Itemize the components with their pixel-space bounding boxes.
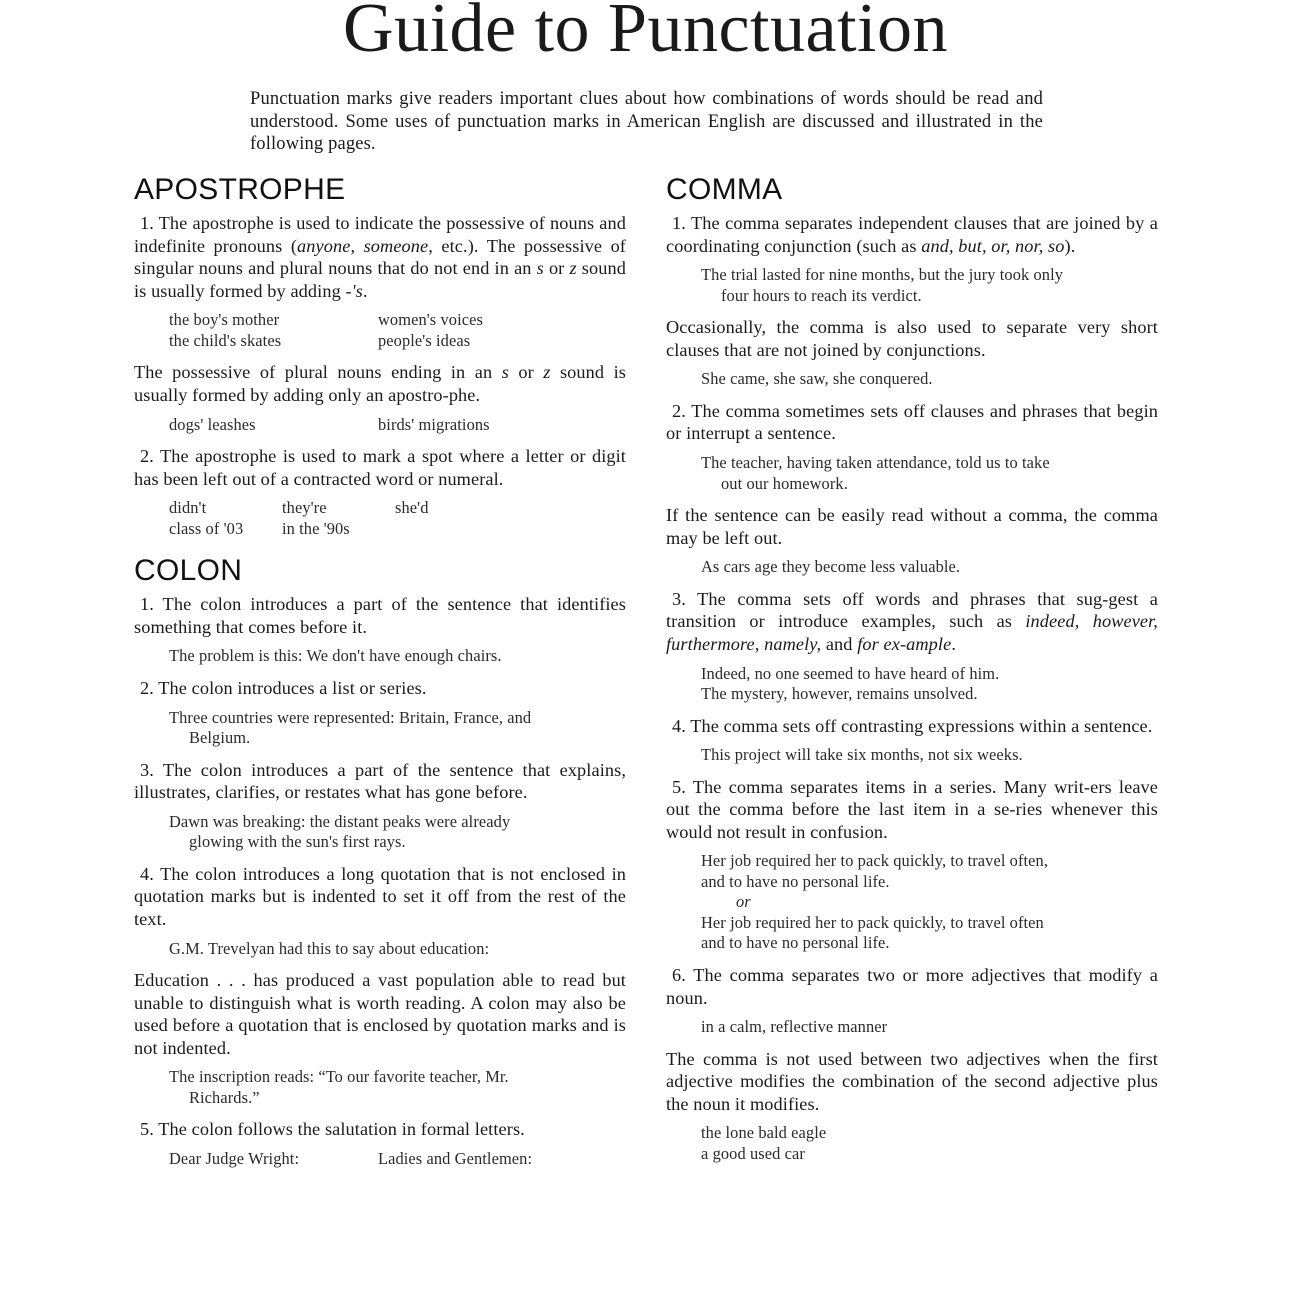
comma-rule-3 — [666, 588, 1158, 656]
rule-text: and — [821, 633, 858, 654]
example-text: in a calm, reflective manner — [701, 1017, 888, 1037]
example-text: birds' migrations — [378, 414, 490, 434]
right-column — [666, 172, 1158, 1174]
italic-term: z — [543, 362, 551, 383]
colon-rule-1: 1. The colon introduces a part of the sentence that identifies something that comes before it. — [134, 594, 626, 637]
example-text: Dear Judge Wright: — [169, 1148, 300, 1168]
example-text: Three countries were represented: Britain, France, and — [169, 707, 532, 727]
example-text: people's ideas — [378, 330, 471, 350]
example-text: Her job required her to pack quickly, to travel often — [701, 912, 1044, 932]
apostrophe-rule-2: 2. The apostrophe is used to mark a spot where a letter or digit has been left out of a contracted word or numeral. — [134, 446, 626, 489]
colon-rule-2-example — [169, 708, 626, 749]
comma-rule-5: 5. The comma separates items in a series. Many writ-ers leave out the comma before the last item in a se-ries whenever this would not result in confusion. — [666, 776, 1158, 842]
example-text: Her job required her to pack quickly, to travel often, — [701, 851, 1049, 871]
example-text: As cars age they become less valuable. — [701, 557, 961, 577]
example-text: out our homework. — [721, 473, 848, 493]
example-text: This project will take six months, not six weeks. — [701, 745, 1023, 765]
example-text: and to have no personal life. — [701, 871, 890, 891]
comma-rule-4-example — [701, 745, 1158, 766]
rule-text: etc.). The possessive of singular nouns and plural nouns that do not end in an — [134, 235, 626, 279]
colon-rule-4: 4. The colon introduces a long quotation that is not enclosed in quotation marks but is indented to set it off from the rest of the text. — [134, 863, 626, 929]
colon-quote-paragraph: Education . . . has produced a vast population able to read but unable to distinguish what is worth reading. A colon may also be used before a quotation that is enclosed by quotation marks and is not indented. — [134, 970, 626, 1058]
rule-text: ). — [1064, 235, 1076, 256]
note-text: or — [508, 362, 544, 383]
section-apostrophe — [134, 172, 626, 539]
example-text: The mystery, however, remains unsolved. — [701, 684, 978, 704]
or-label: or — [736, 892, 751, 912]
example-text: Indeed, no one seemed to have heard of him. — [701, 663, 1000, 683]
comma-rule-6: 6. The comma separates two or more adjectives that modify a noun. — [666, 964, 1158, 1008]
comma-rule-3-examples — [701, 664, 1158, 705]
example-text — [395, 519, 495, 540]
example-text: women's voices — [378, 310, 483, 330]
colon-rule-5: 5. The colon follows the salutation in formal letters. — [140, 1119, 525, 1140]
apostrophe-rule-2-examples — [169, 498, 626, 539]
comma-note-2: If the sentence can be easily read without a comma, the comma may be left out. — [666, 505, 1158, 548]
left-column — [134, 172, 626, 1179]
example-text: and to have no personal life. — [701, 933, 890, 953]
example-text: She came, she saw, she conquered. — [701, 369, 933, 389]
italic-term: for ex-ample — [857, 633, 952, 654]
comma-rule-1-example — [701, 265, 1158, 306]
example-text: the boy's mother — [169, 310, 280, 330]
example-text: the child's skates — [169, 330, 282, 350]
apostrophe-rule-1 — [134, 212, 626, 302]
italic-term: s — [501, 362, 509, 383]
comma-rule-4: 4. The comma sets off contrasting expressions within a sentence. — [672, 715, 1153, 736]
example-text: didn't — [169, 498, 207, 518]
example-text: Richards.” — [189, 1087, 260, 1107]
comma-note-1: Occasionally, the comma is also used to separate very short clauses that are not joined by conjunctions. — [666, 317, 1158, 360]
comma-note-6-examples — [701, 1123, 1158, 1164]
colon-rule-2: 2. The colon introduces a list or series. — [140, 677, 427, 698]
italic-term: s — [536, 258, 544, 279]
note-text: sound is usually formed by adding only an apostro-phe. — [134, 362, 626, 405]
colon-rule-3: 3. The colon introduces a part of the sentence that explains, illustrates, clarifies, or restates what has gone before. — [134, 759, 626, 803]
example-text: four hours to reach its verdict. — [721, 285, 922, 305]
section-colon — [134, 553, 626, 1169]
example-text: she'd — [395, 498, 429, 518]
italic-term: anyone, someone, — [297, 235, 433, 256]
comma-note-2-example — [701, 557, 1158, 578]
italic-term: -'s — [345, 280, 363, 301]
rule-text: 3. The comma sets off words and phrases that sug-gest a transition or introduce examples, such as — [666, 588, 1158, 632]
comma-rule-5-examples — [701, 851, 1158, 954]
rule-text: . — [951, 633, 956, 654]
example-text: Belgium. — [189, 728, 251, 748]
rule-text: sound is usually formed by adding — [134, 258, 626, 301]
colon-quote-example — [169, 1067, 626, 1108]
rule-text: 1. The apostrophe is used to indicate the possessive of nouns and indefinite pronouns ( — [134, 213, 626, 256]
italic-term: indeed, however, furthermore, namely, — [666, 611, 1158, 654]
colon-rule-5-examples — [169, 1149, 626, 1170]
section-comma — [666, 172, 1158, 1164]
apostrophe-note-1-examples — [169, 415, 626, 436]
apostrophe-note-1 — [134, 361, 626, 406]
comma-rule-2: 2. The comma sometimes sets off clauses and phrases that begin or interrupt a sentence. — [666, 400, 1158, 444]
section-heading-comma: COMMA — [666, 173, 783, 206]
section-heading-apostrophe: APOSTROPHE — [134, 173, 346, 206]
example-text: The teacher, having taken attendance, told us to take — [701, 453, 1050, 473]
rule-text: or — [543, 258, 570, 279]
example-text: in the '90s — [282, 518, 350, 538]
example-text: The inscription reads: “To our favorite teacher, Mr. — [169, 1067, 509, 1087]
example-text: class of '03 — [169, 518, 244, 538]
page-title: Guide to Punctuation — [343, 0, 948, 67]
italic-term: and, but, or, nor, so — [921, 235, 1065, 256]
example-text: Ladies and Gentlemen: — [378, 1148, 533, 1168]
comma-rule-2-example — [701, 453, 1158, 494]
example-text: The problem is this: We don't have enough chairs. — [169, 646, 502, 666]
example-text: they're — [282, 498, 327, 518]
comma-note-6: The comma is not used between two adjectives when the first adjective modifies the combination of the second adjective plus the noun it modifies. — [666, 1048, 1158, 1114]
note-text: The possessive of plural nouns ending in an — [134, 362, 502, 383]
intro-paragraph: Punctuation marks give readers important clues about how combinations of words should be read and understood. Some uses of punctuation marks in American English are discussed and illustrated in the following pages. — [250, 89, 1043, 154]
rule-text: 1. The comma separates independent clauses that are joined by a coordinating conjunction (such as — [666, 213, 1158, 256]
apostrophe-rule-1-examples — [169, 310, 626, 351]
example-text: Dawn was breaking: the distant peaks were already — [169, 811, 511, 831]
rule-text: . — [362, 280, 368, 301]
comma-note-1-example — [701, 369, 1158, 390]
example-text: dogs' leashes — [169, 414, 256, 434]
colon-rule-1-example — [169, 646, 626, 667]
italic-term: z — [569, 258, 577, 279]
section-heading-colon: COLON — [134, 554, 243, 588]
example-text: the lone bald eagle — [701, 1123, 827, 1143]
example-text: G.M. Trevelyan had this to say about education: — [169, 938, 490, 958]
colon-rule-3-example — [169, 812, 626, 853]
colon-rule-4-example — [169, 939, 626, 960]
example-text: a good used car — [701, 1143, 805, 1163]
comma-rule-1 — [666, 212, 1158, 257]
comma-rule-6-example — [701, 1017, 1158, 1038]
example-text: The trial lasted for nine months, but the jury took only — [701, 265, 1064, 285]
example-text: glowing with the sun's first rays. — [189, 832, 406, 852]
